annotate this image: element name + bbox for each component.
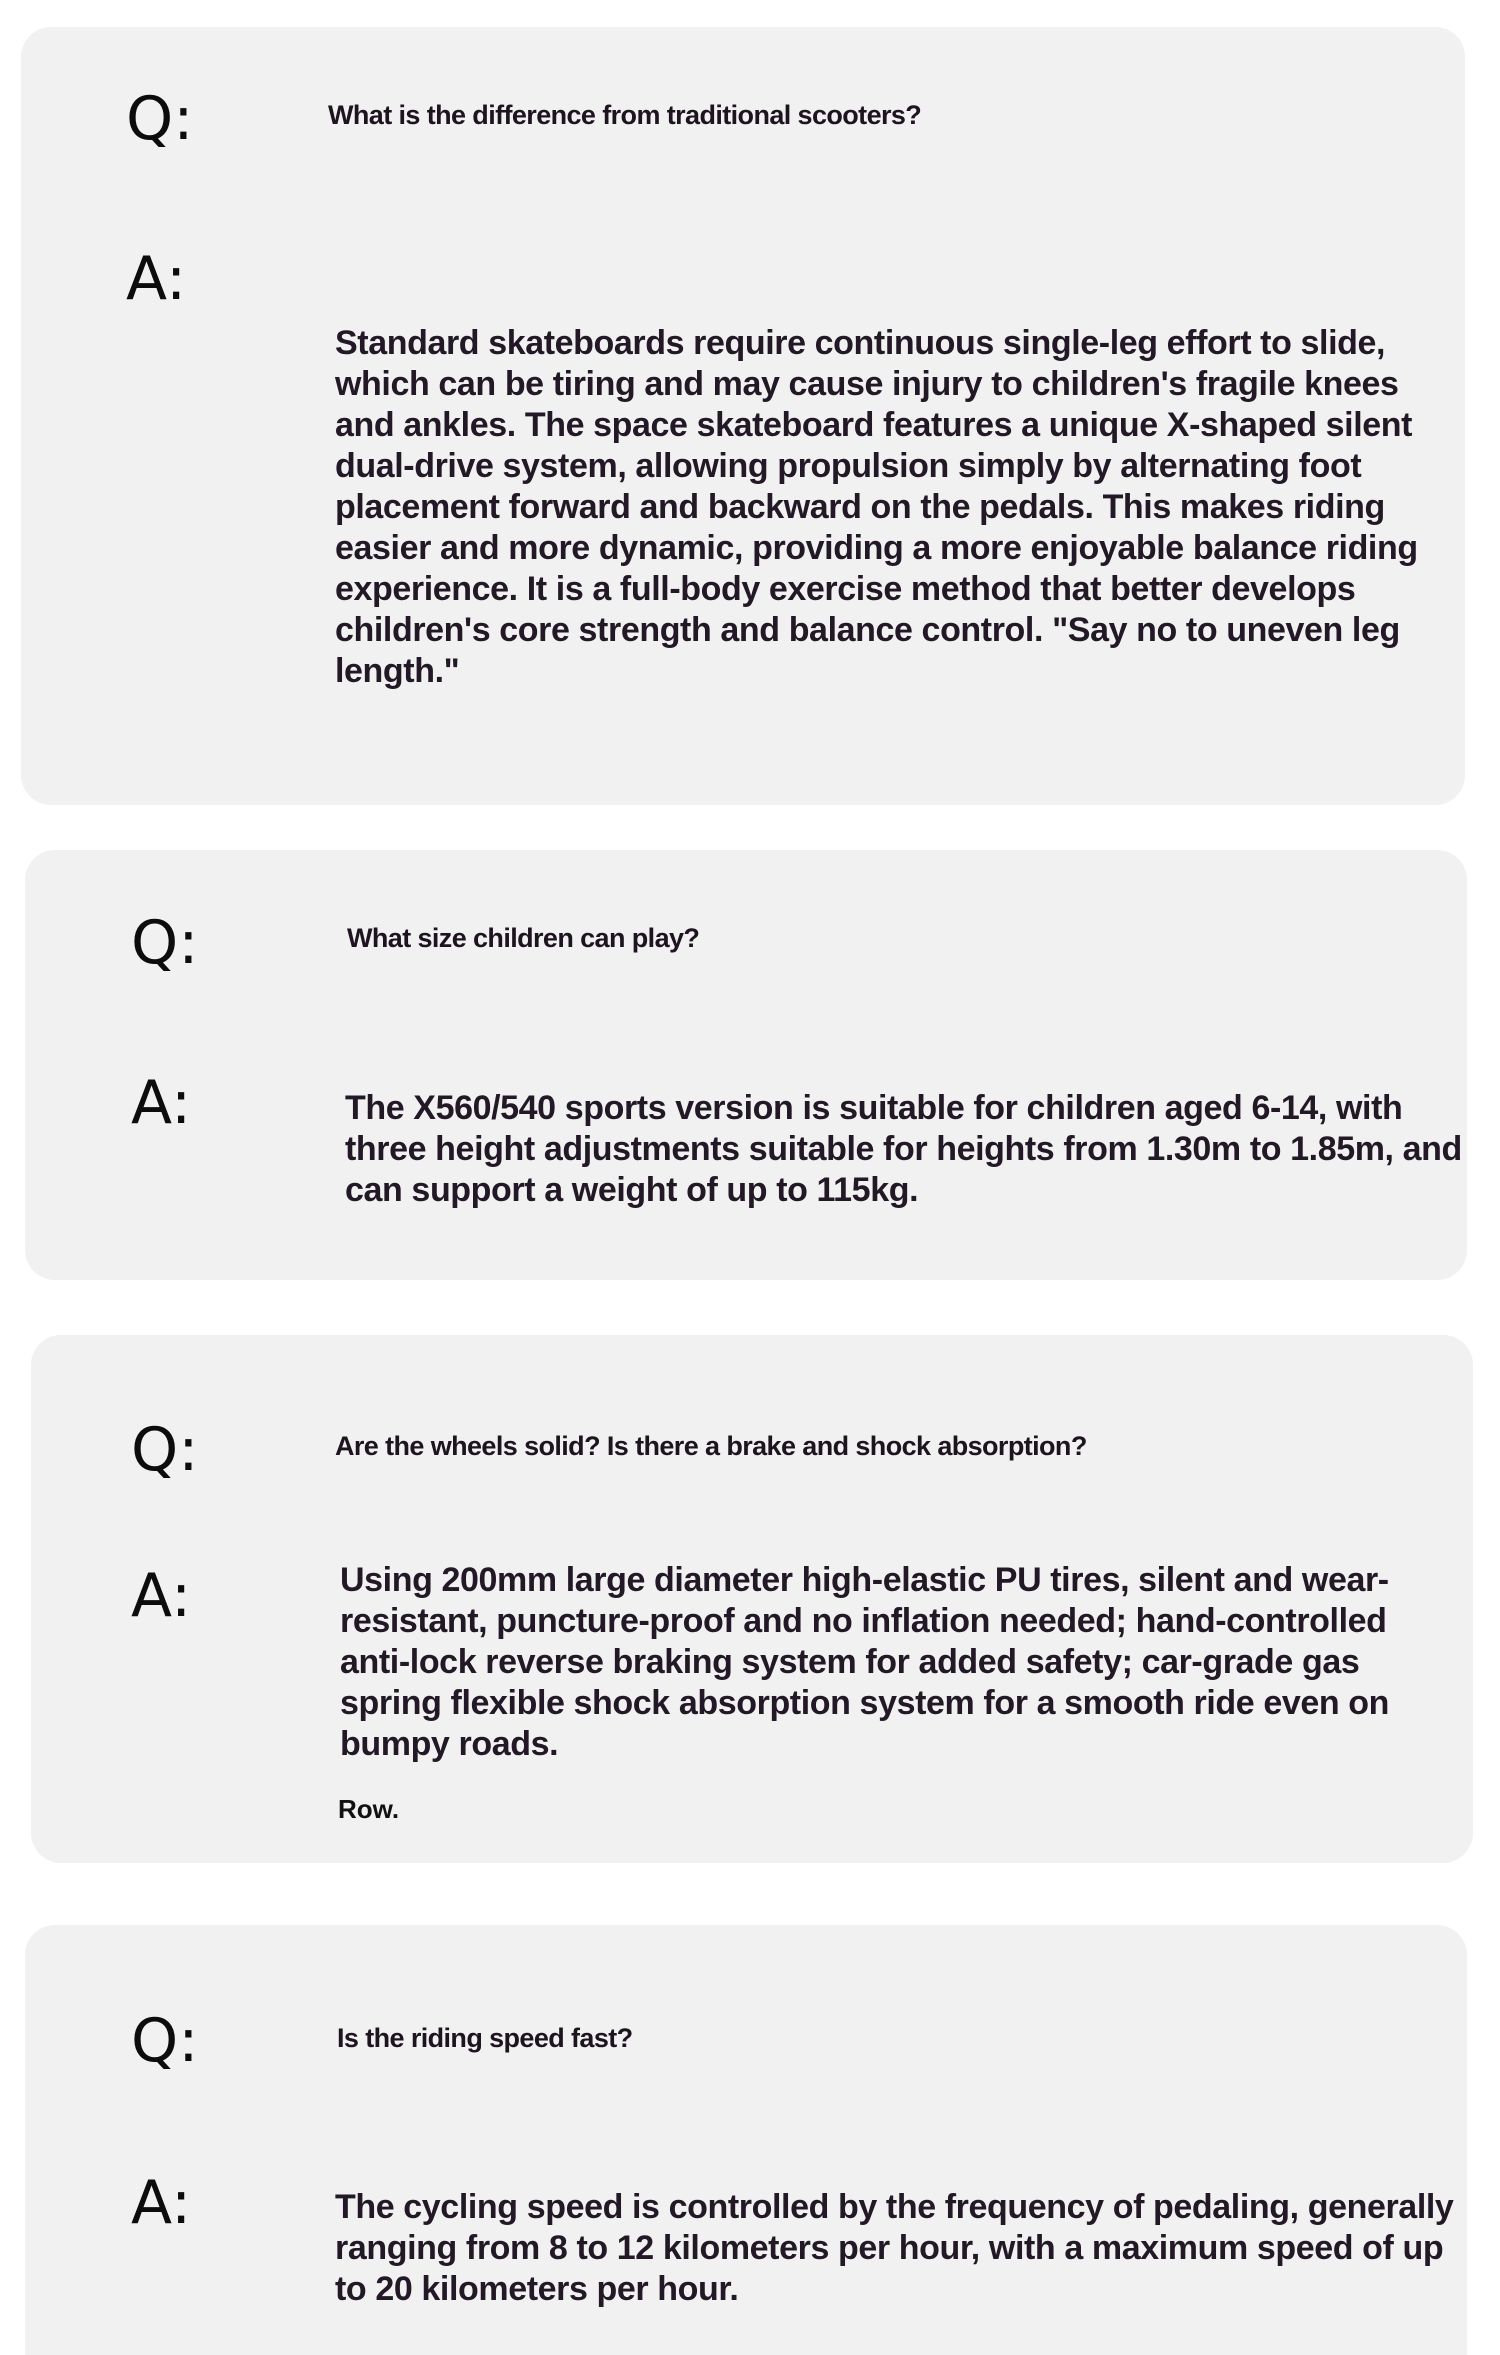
question-label: Q: [131, 908, 199, 978]
question-text: Is the riding speed fast? [337, 2023, 633, 2053]
faq-card [25, 1925, 1467, 2355]
question-text: Are the wheels solid? Is there a brake and shock absorption? [335, 1431, 1087, 1461]
answer-label: A: [131, 1068, 192, 1138]
faq-card [21, 27, 1465, 805]
answer-label: A: [131, 1561, 192, 1631]
answer-text: Using 200mm large diameter high-elastic PU tires, silent and wear-resistant, puncture-proof and no inflation needed; hand-controlled anti-lock reverse braking system for added safety; car-grade gas spring flexible shock absorption system for a smooth ride even on bumpy roads. [340, 1561, 1390, 1763]
question-label: Q: [131, 1415, 199, 1485]
question-text: What size children can play? [347, 923, 700, 953]
answer-label: A: [126, 244, 187, 314]
faq-card [31, 1335, 1473, 1863]
answer-note: Row. [338, 1794, 400, 1824]
faq-card [25, 850, 1467, 1280]
question-label: Q: [126, 84, 194, 154]
answer-text: The X560/540 sports version is suitable for children aged 6-14, with three height adjustments suitable for heights from 1.30m to 1.85m, and can support a weight of up to 115kg. [345, 1089, 1462, 1209]
question-label: Q: [131, 2006, 199, 2076]
answer-label: A: [131, 2168, 192, 2238]
answer-text: Standard skateboards require continuous single-leg effort to slide, which can be tiring and may cause injury to children's fragile knees and ankles. The space skateboard features a unique X-shaped silent dual-drive system, allowing propulsion simply by alternating foot placement forward and backward on the pedals. This makes riding easier and more dynamic, providing a more enjoyable balance riding experience. It is a full-body exercise method that better develops children's core strength and balance control. "Say no to uneven leg length." [335, 324, 1418, 690]
question-text: What is the difference from traditional scooters? [328, 100, 922, 130]
answer-text: The cycling speed is controlled by the frequency of pedaling, generally ranging from 8 to 12 kilometers per hour, with a maximum speed of up to 20 kilometers per hour. [335, 2188, 1454, 2308]
